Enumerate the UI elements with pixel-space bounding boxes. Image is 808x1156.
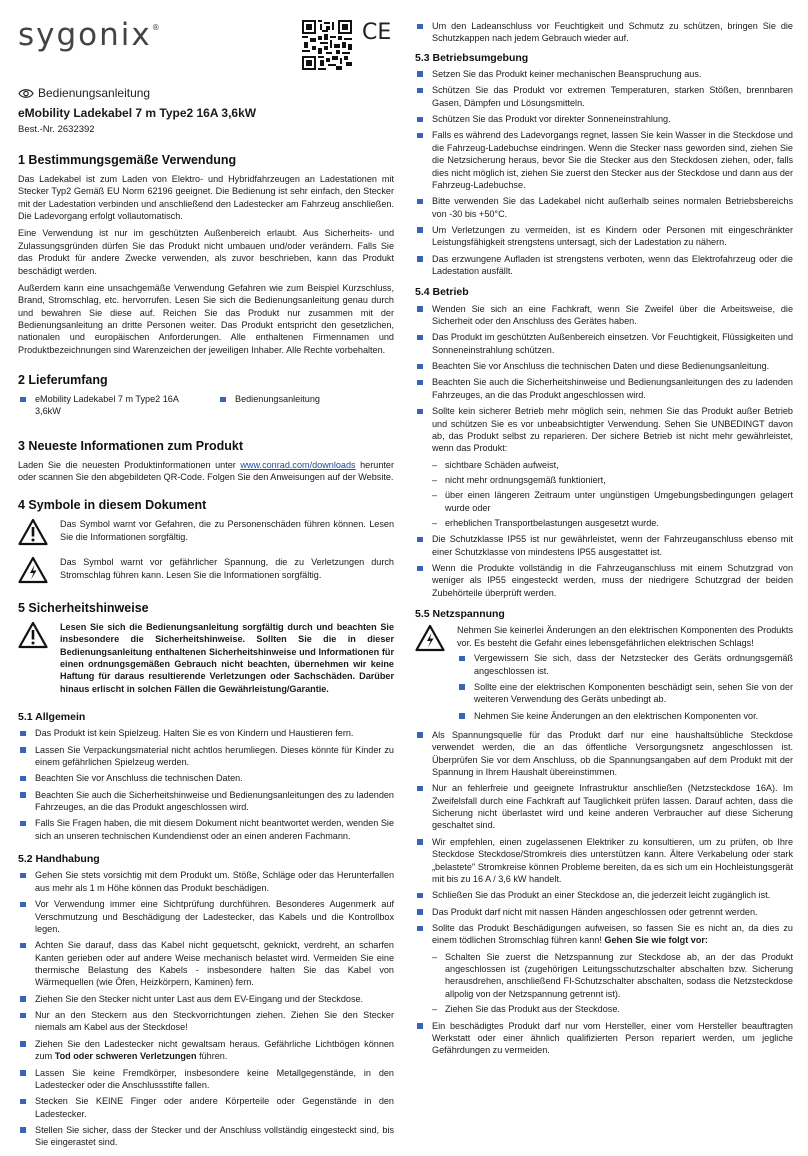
list-item: Das Produkt darf nicht mit nassen Händen angeschlossen oder getrennt werden. <box>415 906 793 918</box>
section-1-p2: Eine Verwendung ist nur im geschützten Außenbereich erlaubt. Aus Sicherheits- und Zulassungsgründen dürfen Sie das Produkt nicht umbauen und/oder verändern. Falls Sie das Produkt für andere Zwecke verwenden, als zuvor beschrieben, kann das Produkt beschädigt werden. <box>18 228 394 276</box>
section-1-p1: Das Ladekabel ist zum Laden von Elektro- und Hybridfahrzeugen an Ladestationen mit Stecker Typ2 Gemäß EU Norm 62196 geeignet. Die Bedienung ist sehr einfach, den Stecker mit der Ladestation verbinden und anschließend den Ladestecker am Fahrzeug anschließen. Die Ladevorgang erfolgt vollautomatisch. <box>18 174 394 222</box>
right-column <box>415 20 793 1061</box>
voltage-list <box>415 729 793 947</box>
list-item: Sollte kein sicherer Betrieb mehr möglich sein, nehmen Sie das Produkt außer Betrieb und schützen Sie es vor unbeabsichtigter Verwendung. Sehen Sie UNBEDINGT davon ab, das Produkt selbst zu reparieren. Der sichere Betrieb ist nicht mehr gewährleistet, wenn das Produkt: <box>415 405 793 454</box>
dash-item: – über einen längeren Zeitraum unter ungünstigen Umgebungsbedingungen gelagert wurde oder <box>415 489 793 514</box>
list-item: Nur an den Steckern aus den Steckvorrichtungen ziehen. Ziehen Sie den Stecker niemals am Kabel aus der Steckdose! <box>18 1009 394 1034</box>
left-column <box>18 152 394 1153</box>
list-item: Stecken Sie KEINE Finger oder andere Körperteile oder Gegenstände in den Ladestecker. <box>18 1095 394 1120</box>
order-number: Best.-Nr. 2632392 <box>18 124 95 135</box>
voltage-sub-list <box>457 652 793 722</box>
voltage-intro-text: Nehmen Sie keinerlei Änderungen an den elektrischen Komponenten des Produkts vor. Es besteht die Gefahr eines lebensgefährlichen elektrischen Schlags! <box>457 625 793 648</box>
list-item: Lassen Sie keine Fremdkörper, insbesondere keine Metallgegenstände, in den Ladestecker oder die Anschlussstifte fallen. <box>18 1067 394 1092</box>
ce-mark: CE <box>362 20 392 45</box>
warning-triangle-icon <box>18 518 48 546</box>
general-list <box>18 727 394 842</box>
list-item: Um den Ladeanschluss vor Feuchtigkeit und Schmutz zu schützen, bringen Sie die Schutzkappen nach jedem Gebrauch wieder auf. <box>415 20 793 45</box>
list-item: Stellen Sie sicher, dass der Stecker und der Anschluss vollständig eingesteckt sind, bis Sie eingerastet sind. <box>18 1124 394 1149</box>
warning-triangle-icon <box>18 621 48 649</box>
list-item: Ziehen Sie den Ladestecker nicht gewaltsam heraus. Gefährliche Lichtbögen können zum Tod oder schweren Verletzungen führen. <box>18 1038 394 1063</box>
section-5-5-title: 5.5 Netzspannung <box>415 608 505 621</box>
high-voltage-icon <box>415 624 445 652</box>
list-item: Als Spannungsquelle für das Produkt darf nur eine haushaltsübliche Steckdose verwendet werden, die an das öffentliche Versorgungsnetz angeschlossen ist. Überprüfen Sie vor dem Anschluss, ob die Spannungsangaben auf dem Produkt mit der Spannung in Ihrem Haushalt übereinstimmen. <box>415 729 793 778</box>
list-item: Setzen Sie das Produkt keiner mechanischen Beanspruchung aus. <box>415 68 793 80</box>
qr-code[interactable] <box>302 20 352 70</box>
list-item: Beachten Sie auch die Sicherheitshinweise und Bedienungsanleitungen des zu ladenden Fahrzeuges, an die das Produkt angeschlossen wird. <box>415 376 793 401</box>
section-2-title: 2 Lieferumfang <box>18 373 108 388</box>
section-4-title: 4 Symbole in diesem Dokument <box>18 498 207 513</box>
voltage-intro-row <box>415 624 793 726</box>
symbol-warning-text: Das Symbol warnt vor Gefahren, die zu Personenschäden führen können. Lesen Sie die Informationen sorgfältig. <box>60 519 394 542</box>
list-item: Die Schutzklasse IP55 ist nur gewährleistet, wenn der Fahrzeuganschluss ebenso mit einer Schutzklasse von mindestens IP55 ausgestattet ist. <box>415 533 793 558</box>
list-item: Schützen Sie das Produkt vor direkter Sonneneinstrahlung. <box>415 113 793 125</box>
list-item: Wenden Sie sich an eine Fachkraft, wenn Sie Zweifel über die Arbeitsweise, die Sicherheit oder den Anschluss des Gerätes haben. <box>415 303 793 328</box>
list-item: Bitte verwenden Sie das Ladekabel nicht außerhalb seines normalen Betriebsbereichs von -30 bis +50°C. <box>415 195 793 220</box>
list-item: Schützen Sie das Produkt vor extremen Temperaturen, starken Stößen, brennbaren Gasen, Dämpfen und Lösungsmitteln. <box>415 84 793 109</box>
list-item: Achten Sie darauf, dass das Kabel nicht gequetscht, geknickt, verdreht, an scharfen Kanten gerieben oder auf andere Weise mechanisch belastet wird. Vermeiden Sie eine thermische Belastung des Kabels - insbesondere halten Sie das Kabel von Wärmequellen (wie Öfen, Heizkörpern, Kaminen) fern. <box>18 939 394 988</box>
product-title: eMobility Ladekabel 7 m Type2 16A 3,6kW <box>18 106 257 120</box>
downloads-link[interactable]: www.conrad.com/downloads <box>240 459 356 470</box>
list-item: Ziehen Sie den Stecker nicht unter Last aus dem EV-Eingang und der Steckdose. <box>18 993 394 1005</box>
symbol-voltage-row <box>18 556 394 586</box>
dash-item: – erheblichen Transportbelastungen ausgesetzt wurde. <box>415 517 793 529</box>
list-item: Ein beschädigtes Produkt darf nur vom Hersteller, einer vom Hersteller beauftragten Werkstatt oder einer ähnlich qualifizierten Person repariert werden, um jegliche Gefährdungen zu vermeiden. <box>415 1020 793 1057</box>
delivery-item-manual: Bedienungsanleitung <box>218 393 320 405</box>
list-item: Falls Sie Fragen haben, die mit diesem Dokument nicht beantwortet werden, wenden Sie sich an unseren technischen Kundendienst oder an einen anderen Fachmann. <box>18 817 394 842</box>
section-5-4-title: 5.4 Betrieb <box>415 286 469 299</box>
list-item: Beachten Sie vor Anschluss die technischen Daten und diese Bedienungsanleitung. <box>415 360 793 372</box>
list-item: Das erzwungene Aufladen ist strengstens verboten, wenn das Elektrofahrzeug oder die Ladestation ausfällt. <box>415 253 793 278</box>
dash-item: – Ziehen Sie das Produkt aus der Steckdose. <box>415 1003 793 1015</box>
voltage-dash-list <box>415 951 793 1016</box>
list-item: Beachten Sie auch die Sicherheitshinweise und Bedienungsanleitungen des zu ladenden Fahrzeuges, an die das Produkt angeschlossen wird. <box>18 789 394 814</box>
section-3-title: 3 Neueste Informationen zum Produkt <box>18 438 244 453</box>
list-item: Sollte das Produkt Beschädigungen aufweisen, so fassen Sie es nicht an, da dies zu einem tödlichen Stromschlag führen kann! Gehen Sie wie folgt vor: <box>415 922 793 947</box>
environment-list <box>415 68 793 277</box>
list-item: Nur an fehlerfreie und geeignete Infrastruktur anschließen (Netzsteckdose 16A). Im Zweifelsfall durch eine Fachkraft auf Tauglichkeit prüfen lassen. Darauf achten, dass die Sicherung nicht überlastet wird und keine anderen Verbraucher auf diese Sicherung geschaltet sind. <box>415 782 793 831</box>
delivery-list <box>18 393 394 422</box>
brand-logo: sygonix® <box>18 17 162 53</box>
dash-item: – sichtbare Schäden aufweist, <box>415 459 793 471</box>
section-5-title: 5 Sicherheitshinweise <box>18 600 149 615</box>
symbol-voltage-text: Das Symbol warnt vor gefährlicher Spannung, die zu Verletzungen durch Stromschlag führen kann. Lesen Sie die Informationen sorgfältig. <box>60 557 394 580</box>
list-item: Das Produkt ist kein Spielzeug. Halten Sie es von Kindern und Haustieren fern. <box>18 727 394 739</box>
list-item: Beachten Sie vor Anschluss die technischen Daten. <box>18 772 394 784</box>
section-1-p3: Außerdem kann eine unsachgemäße Verwendung Gefahren wie zum Beispiel Kurzschluss, Brand, Stromschlag, etc. hervorrufen. Lesen Sie sich die Bedienungsanleitung genau durch und bewahren Sie diese auf. Reichen Sie das Produkt nur zusammen mit der Bedienungsanleitung an dritte Personen weiter. Das Produkt entspricht den gesetzlichen, nationalen und europäischen Anforderungen. Alle enthaltenen Firmennamen und Produktbezeichnungen sind Warenzeichen der jeweiligen Inhaber. Alle Rechte vorbehalten. <box>18 282 394 355</box>
safety-intro-row <box>18 621 394 700</box>
operation-dash-list <box>415 459 793 530</box>
operation-list <box>415 303 793 455</box>
manual-label: Bedienungsanleitung <box>18 85 150 101</box>
list-item: Vor Verwendung immer eine Sichtprüfung durchführen. Besonderes Augenmerk auf Verschmutzung und Beschädigung der Ladestecker, das Kabels und die Kontrollbox legen. <box>18 898 394 935</box>
list-item: Gehen Sie stets vorsichtig mit dem Produkt um. Stöße, Schläge oder das Herunterfallen aus mehr als 1 m Höhe können das Produkt beschädigen. <box>18 869 394 894</box>
list-item: Sollte eine der elektrischen Komponenten beschädigt sein, sehen Sie von der weiteren Verwendung des Geräts unbedingt ab. <box>457 681 793 706</box>
list-item: Nehmen Sie keine Änderungen an den elektrischen Komponenten vor. <box>457 710 793 722</box>
list-item: Wenn die Produkte vollständig in die Fahrzeuganschluss mit einem Schutzgrad von weniger als IP55 eingesteckt werden, muss der niedrigere Schutzgrad der beiden Zubehörteile überprüft werden. <box>415 562 793 599</box>
section-1-title: 1 Bestimmungsgemäße Verwendung <box>18 153 237 167</box>
section-5-1-title: 5.1 Allgemein <box>18 711 86 724</box>
list-item: Schließen Sie das Produkt an einer Steckdose an, die jederzeit leicht zugänglich ist. <box>415 889 793 901</box>
delivery-item-cable: eMobility Ladekabel 7 m Type2 16A 3,6kW <box>18 393 218 418</box>
list-item: Vergewissern Sie sich, dass der Netzstecker des Geräts ordnungsgemäß angeschlossen ist. <box>457 652 793 677</box>
list-item: Falls es während des Ladevorgangs regnet, lassen Sie kein Wasser in die Steckdose und die Fahrzeug-Ladebuchse eindringen. Wenn die Stecker nass geworden sind, ziehen Sie die Netzsicherung heraus, bevor Sie die Stecker aus den Steckdosen ziehen, oder, falls dies nicht möglich ist, ziehen Sie zuerst den Stecker aus der Steckdose und dann aus der Fahrzeug-Ladebuchse. <box>415 129 793 191</box>
list-item: Um Verletzungen zu vermeiden, ist es Kindern oder Personen mit eingeschränkter Leistungsfähigkeit strengstens untersagt, sich der Ladestation zu nähern. <box>415 224 793 249</box>
section-5-2-title: 5.2 Handhabung <box>18 853 100 866</box>
section-3-text: Laden Sie die neuesten Produktinformationen unter www.conrad.com/downloads herunter oder scannen Sie den abgebildeten QR-Code. Folgen Sie den Anweisungen auf der Website. <box>18 459 394 483</box>
high-voltage-icon <box>18 556 48 584</box>
dash-item: – nicht mehr ordnungsgemäß funktioniert, <box>415 474 793 486</box>
dash-item: – Schalten Sie zuerst die Netzspannung zur Steckdose ab, an der das Produkt angeschlossen ist (zugehörigen Leitungsschutzschalter abschalten bzw. Sicherung herausdrehen, anschließend FI-Schutzschalter abschalten, sodass die Netzsteckdose allpolig von der Netzspannung getrennt ist). <box>415 951 793 1000</box>
list-item: Das Produkt im geschützten Außenbereich einsetzen. Vor Feuchtigkeit, Flüssigkeiten und Sonneneinstrahlung schützen. <box>415 331 793 356</box>
list-item: Wir empfehlen, einen zugelassenen Elektriker zu konsultieren, um zu prüfen, ob Ihre Steckdose Steckdose/Stromkreis dies unterstützen kann. Ältere Verkabelung oder stark „belastete" Stromkreise können Probleme bereiten, da es sich um ein Hochleistungsgerät mit bis zu 16 A / 3,6 kW handelt. <box>415 836 793 885</box>
section-5-3-title: 5.3 Betriebsumgebung <box>415 51 529 64</box>
symbol-warning-row <box>18 518 394 548</box>
safety-intro-text: Lesen Sie sich die Bedienungsanleitung sorgfältig durch und beachten Sie insbesondere die Sicherheitshinweise. Sollten Sie die in dieser Bedienungsanleitung enthaltenen Sicherheitshinweise und Informationen für einen ordnungsgemäßen Gebrauch nicht beachten, übernehmen wir keine Haftung für daraus resultierende Verletzungen oder Sachschäden. Darüber hinaus erlischt in solchen Fällen die Gewährleistung/Garantie. <box>60 621 394 694</box>
eye-icon <box>18 88 34 99</box>
handling-list <box>18 869 394 1148</box>
list-item: Lassen Sie Verpackungsmaterial nicht achtlos herumliegen. Dieses könnte für Kinder zu einem gefährlichen Spielzeug werden. <box>18 744 394 769</box>
